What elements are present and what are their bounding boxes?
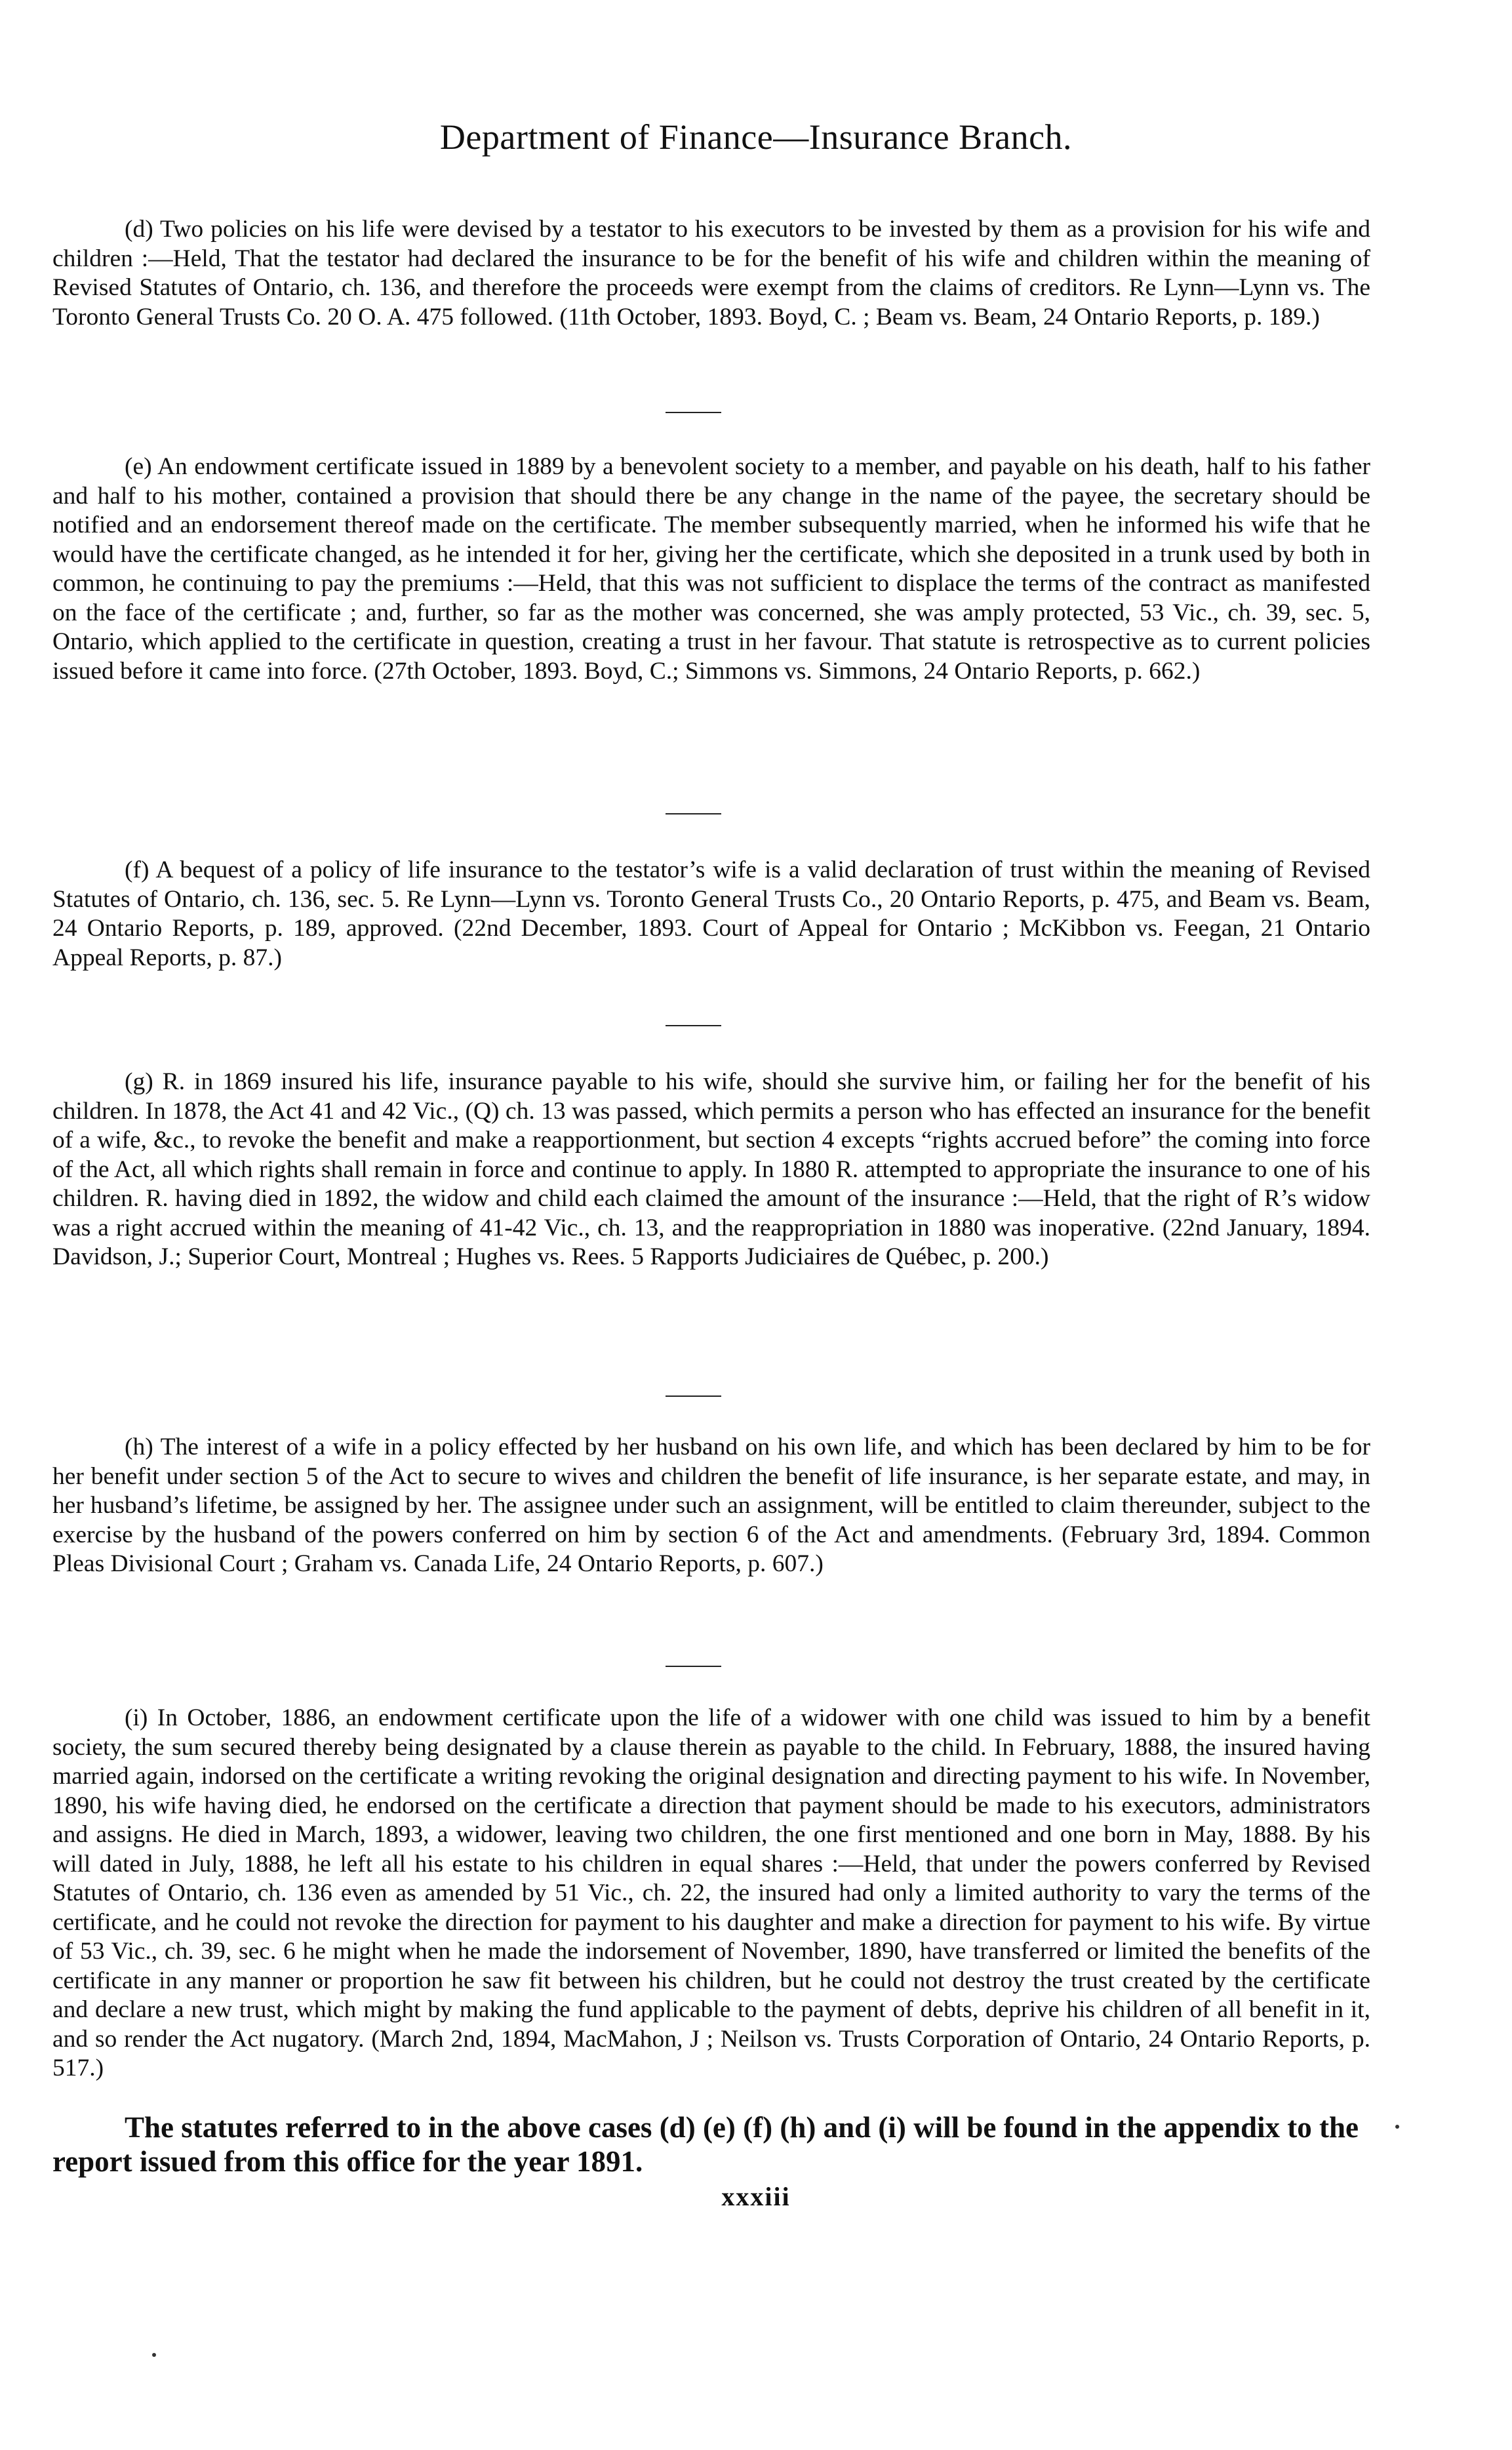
statutes-footnote: The statutes referred to in the above cases (d) (e) (f) (h) and (i) will be found in the appendix to the report issued from this office for the year 1891. bbox=[52, 2111, 1359, 2178]
section-divider bbox=[666, 1025, 721, 1026]
print-speck bbox=[152, 2353, 156, 2357]
case-paragraph-f: (f) A bequest of a policy of life insurance to the testator’s wife is a valid declaration of trust within the meaning of Revised Statutes of Ontario, ch. 136, sec. 5. Re Lynn—Lynn vs. Toronto General Trusts Co., 20 Ontario Reports, p. 475, and Beam vs. Beam, 24 Ontario Reports, p. 189, approved. (22nd December, 1893. Court of Appeal for Ontario ; McKibbon vs. Feegan, 21 Ontario Appeal Reports, p. 87.) bbox=[52, 856, 1370, 971]
section-divider bbox=[666, 1666, 721, 1667]
page-number: xxxiii bbox=[721, 2182, 791, 2211]
case-paragraph-g: (g) R. in 1869 insured his life, insurance payable to his wife, should she survive him, or failing her for the benefit of his children. In 1878, the Act 41 and 42 Vic., (Q) ch. 13 was passed, which permits a person who has effected an insurance for the benefit of a wife, &c., to revoke the benefit and make a reapportionment, but section 4 excepts “rights accrued before” the coming into force of the Act, all which rights shall remain in force and continue to apply. In 1880 R. attempted to appropriate the insurance to one of his children. R. having died in 1892, the widow and child each claimed the amount of the insurance :—Held, that the right of R’s widow was a right accrued within the meaning of 41-42 Vic., ch. 13, and the reappropriation in 1880 was inoperative. (22nd January, 1894. Davidson, J.; Superior Court, Montreal ; Hughes vs. Rees. 5 Rapports Judiciaires de Québec, p. 200.) bbox=[52, 1068, 1370, 1270]
section-divider bbox=[666, 1396, 721, 1397]
print-speck bbox=[1395, 2125, 1399, 2129]
case-paragraph-i: (i) In October, 1886, an endowment certificate upon the life of a widower with one child was issued to him by a benefit society, the sum secured thereby being designated by a clause therein as payable to the child. In February, 1888, the insured having married again, indorsed on the certificate a writing revoking the original designation and directing payment to his wife. In November, 1890, his wife having died, he endorsed on the certificate a direction that payment should be made to his executors, administrators and assigns. He died in March, 1893, a widower, leaving two children, the one first mentioned and one born in May, 1888. By his will dated in July, 1888, he left all his estate to his children in equal shares :—Held, that under the powers conferred by Revised Statutes of Ontario, ch. 136 even as amended by 51 Vic., ch. 22, the insured had only a limited authority to vary the terms of the certificate, and he could not revoke the direction for payment to his daughter and make a direction for payment to his wife. By virtue of 53 Vic., ch. 39, sec. 6 he might when he made the indorsement of November, 1890, have transferred or limited the benefits of the certificate in any manner or proportion he saw fit between his children, but he could not destroy the trust created by the certificate and declare a new trust, which might by making the fund applicable to the payment of debts, deprive his children of all benefit in it, and so render the Act nugatory. (March 2nd, 1894, MacMahon, J ; Neilson vs. Trusts Corporation of Ontario, 24 Ontario Reports, p. 517.) bbox=[52, 1704, 1370, 2081]
section-divider bbox=[666, 813, 721, 814]
page-title: Department of Finance—Insurance Branch. bbox=[439, 117, 1073, 157]
section-divider bbox=[666, 412, 721, 413]
case-paragraph-e: (e) An endowment certificate issued in 1889 by a benevolent society to a member, and payable on his death, half to his father and half to his mother, contained a provision that should there be any change in the name of the payee, the secretary should be notified and an endorsement thereof made on the certificate. The member subsequently married, when he informed his wife that he would have the certificate changed, as he intended it for her, giving her the certificate, which she deposited in a trunk used by both in common, he continuing to pay the premiums :—Held, that this was not sufficient to displace the terms of the contract as manifested on the face of the certificate ; and, further, so far as the mother was concerned, she was amply protected, 53 Vic., ch. 39, sec. 5, Ontario, which applied to the certificate in question, creating a trust in her favour. That statute is retrospective as to current policies issued before it came into force. (27th October, 1893. Boyd, C.; Simmons vs. Simmons, 24 Ontario Reports, p. 662.) bbox=[52, 453, 1370, 685]
case-paragraph-h: (h) The interest of a wife in a policy effected by her husband on his own life, and which has been declared by him to be for her benefit under section 5 of the Act to secure to wives and children the benefit of life insurance, is her separate estate, and may, in her husband’s lifetime, be assigned by her. The assignee under such an assignment, will be entitled to claim thereunder, subject to the exercise by the husband of the powers conferred on him by section 6 of the Act and amendments. (February 3rd, 1894. Common Pleas Divisional Court ; Graham vs. Canada Life, 24 Ontario Reports, p. 607.) bbox=[52, 1434, 1370, 1577]
case-paragraph-d: (d) Two policies on his life were devised by a testator to his executors to be invested by them as a provision for his wife and children :—Held, That the testator had declared the insurance to be for the benefit of his wife and children within the meaning of Revised Statutes of Ontario, ch. 136, and therefore the proceeds were exempt from the claims of creditors. Re Lynn—Lynn vs. The Toronto General Trusts Co. 20 O. A. 475 followed. (11th October, 1893. Boyd, C. ; Beam vs. Beam, 24 Ontario Reports, p. 189.) bbox=[52, 216, 1370, 331]
